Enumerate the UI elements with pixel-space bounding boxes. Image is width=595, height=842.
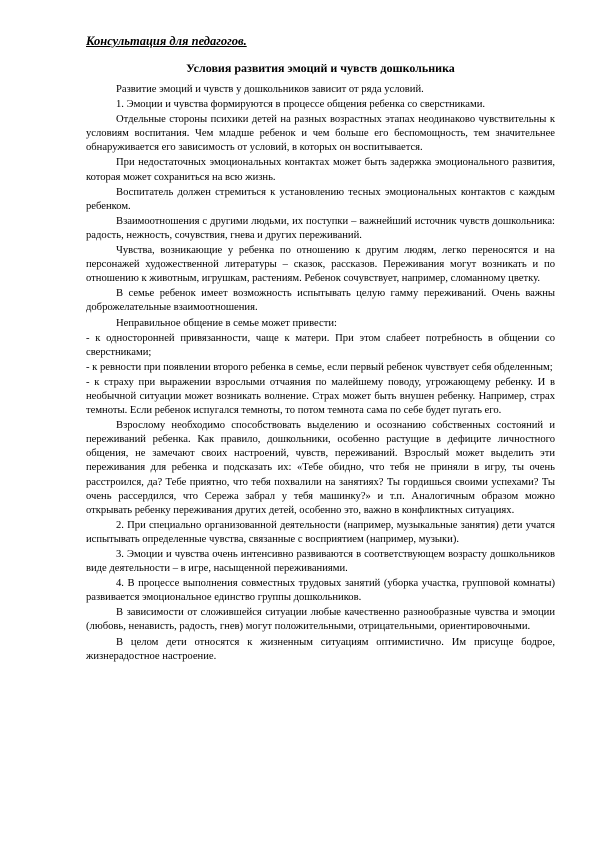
body-paragraph: При недостаточных эмоциональных контактах может быть задержка эмоционального развития, которая может сохраниться на всю жизнь. — [86, 157, 555, 183]
list-item-paragraph: - к односторонней привязанности, чаще к матери. При этом слабеет потребность в общении со сверстниками; — [86, 332, 555, 358]
document-heading: Консультация для педагогов. — [86, 34, 247, 48]
body-paragraph: 1. Эмоции и чувства формируются в процессе общения ребенка со сверстниками. — [116, 99, 486, 111]
body-paragraph: В семье ребенок имеет возможность испытывать целую гамму переживаний. Очень важны доброжелательные взаимоотношения. — [86, 288, 555, 314]
body-paragraph: Отдельные стороны психики детей на разных возрастных этапах неодинаково чувствительны к условиям воспитания. Чем младше ребенок и чем больше его беспомощность, тем значительнее обнаруживается его зависимость от условий, в которых он воспитывается. — [86, 114, 555, 154]
list-item-paragraph: - к страху при выражении взрослыми отчаяния по малейшему поводу, угрожающему ребенку. И в необычной ситуации может возникать волнение. Страх может быть внушен ребенку. Например, страх темноты. Если ребенок испугался темноты, то потом темнота сама по себе будет пугать его. — [86, 376, 555, 417]
body-paragraph: 2. При специально организованной деятельности (например, музыкальные занятия) дети учатся испытывать определенные чувства, связанные с восприятием (например, музыки). — [86, 519, 555, 545]
body-paragraph: В целом дети относятся к жизненным ситуациям оптимистично. Им присуще бодрое, жизнерадостное настроение. — [86, 636, 555, 662]
body-paragraph: Развитие эмоций и чувств у дошкольников зависит от ряда условий. — [116, 84, 424, 95]
body-paragraph: Чувства, возникающие у ребенка по отношению к другим людям, легко переносятся и на персонажей художественной литературы – сказок, рассказов. Переживания могут возникать и по отношению к животным, игрушкам, растениям. Ребенок сочувствует, например, сломанному цветку. — [86, 245, 555, 285]
body-paragraph: 3. Эмоции и чувства очень интенсивно развиваются в соответствующем возрасту дошкольников виде деятельности – в игре, насыщенной переживаниями. — [86, 549, 555, 575]
body-paragraph: 4. В процессе выполнения совместных трудовых занятий (уборка участка, групповой комнаты) развивается эмоциональное единство группы дошкольников. — [86, 578, 555, 604]
document-body — [86, 83, 555, 664]
body-paragraph: Взаимоотношения с другими людьми, их поступки – важнейший источник чувств дошкольника: радость, нежность, сочувствия, гнева и других переживаний. — [86, 215, 555, 241]
list-item-paragraph: - к ревности при появлении второго ребенка в семье, если первый ребенок чувствует себя обделенным; — [86, 361, 553, 373]
body-paragraph: Взрослому необходимо способствовать выделению и осознанию собственных состояний и переживаний ребенка. Как правило, дошкольники, особенно растущие в дефиците личностного общения, не замечают своих настроений, чувств, переживаний. Взрослый может выделить эти переживания для ребенка и подсказать их: «Тебе обидно, что тебя не приняли в игру, ты очень расстроился, да? Тебе приятно, что тебя похвалили на занятиях? Ты гордишься своими успехами? Ты очень рассердился, что Сережа забрал у тебя машинку?» и т.п. Аналогичным образом можно открывать ребенку переживания других детей, особенно это, важно в конфликтных ситуациях. — [86, 420, 555, 516]
body-paragraph: Воспитатель должен стремиться к установлению тесных эмоциональных контактов с каждым ребенком. — [86, 186, 555, 212]
body-paragraph: В зависимости от сложившейся ситуации любые качественно разнообразные чувства и эмоции (любовь, ненависть, радость, гнев) могут положительными, отрицательными, ориентировочными. — [86, 607, 555, 633]
document-title: Условия развития эмоций и чувств дошкольника — [186, 61, 455, 75]
body-paragraph: Неправильное общение в семье может привести: — [116, 317, 337, 329]
